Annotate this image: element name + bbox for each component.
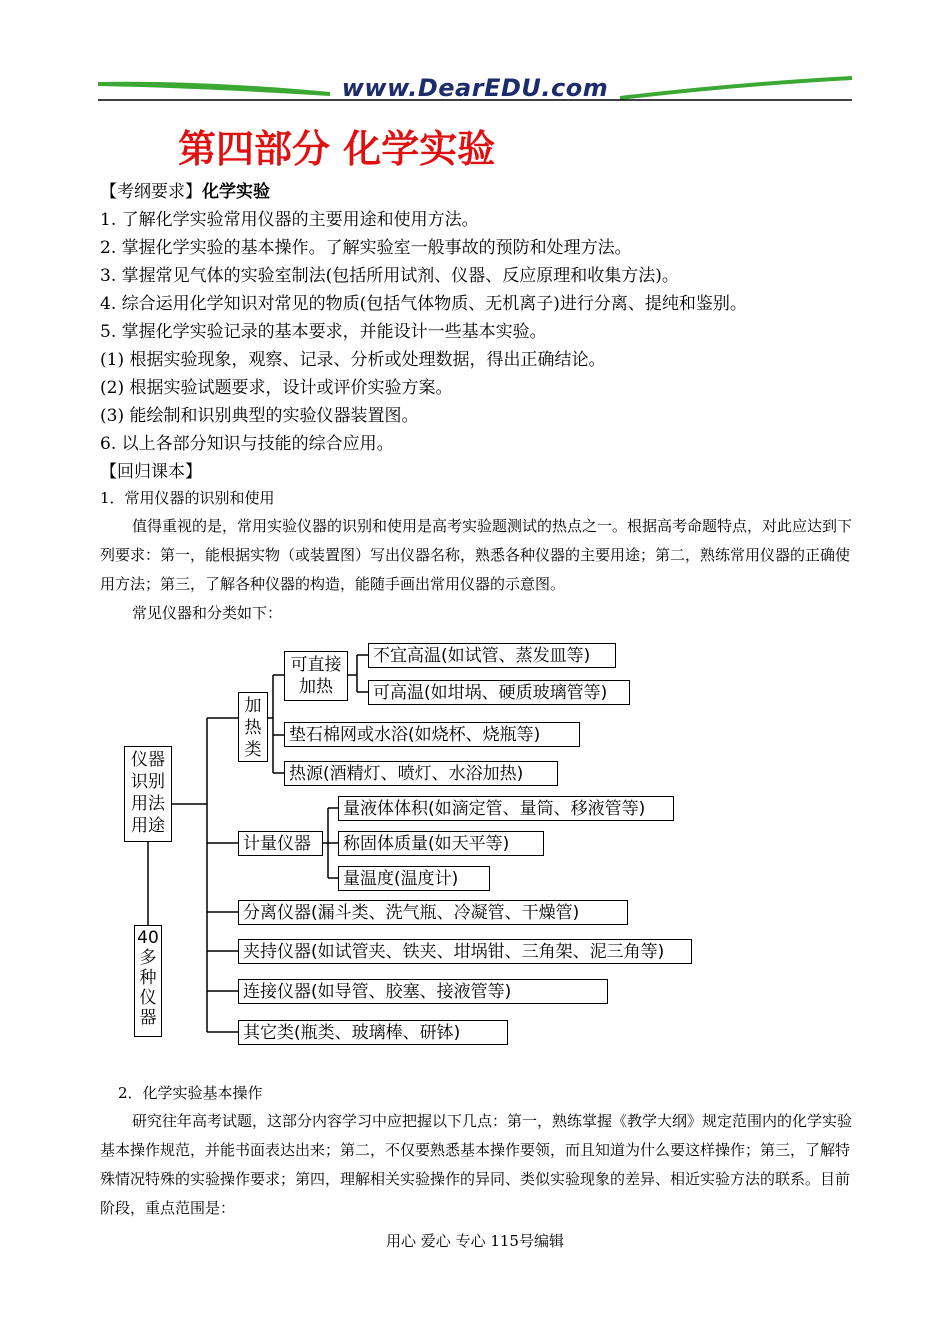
- diagram-heating-box: 加热类: [238, 692, 268, 762]
- diagram-holding-box: 夹持仪器(如试管夹、铁夹、坩埚钳、三角架、泥三角等): [238, 939, 692, 964]
- site-url: www.DearEDU.com: [341, 74, 609, 102]
- section-title: 2．化学实验基本操作: [118, 1084, 263, 1102]
- diagram-temp-box: 量温度(温度计): [338, 866, 490, 891]
- syllabus-item: 6. 以上各部分知识与技能的综合应用。: [100, 434, 394, 454]
- diagram-measuring-box: 计量仪器: [238, 831, 323, 856]
- page-title: 第四部分 化学实验: [178, 126, 496, 171]
- section-title: 1．常用仪器的识别和使用: [100, 489, 275, 507]
- syllabus-item: 2. 掌握化学实验的基本操作。了解实验室一般事故的预防和处理方法。: [100, 238, 632, 258]
- diagram-count-box: 40多种仪器: [134, 925, 162, 1037]
- section-paragraph: 研究往年高考试题，这部分内容学习中应把握以下几点：第一，熟练掌握《教学大纲》规定范围内的化学实验基本操作规范，并能书面表达出来；第二，不仅要熟悉基本操作要领，而且知道为什么要这样操作；第三，了解特殊情况特殊的实验操作要求；第四，理解相关实验操作的异同、类似实验现象的差异、相近实验方法的联系。目前阶段，重点范围是：: [100, 1112, 853, 1217]
- diagram-asbestos-box: 垫石棉网或水浴(如烧杯、烧瓶等): [284, 722, 580, 747]
- diagram-direct-heat-box: 可直接加热: [284, 651, 348, 701]
- syllabus-heading-bold: 化学实验: [202, 182, 270, 202]
- syllabus-heading-prefix: 【考纲要求】: [100, 182, 202, 202]
- diagram-no-high-temp-box: 不宜高温(如试管、蒸发皿等): [368, 643, 616, 668]
- syllabus-item: 5. 掌握化学实验记录的基本要求，并能设计一些基本实验。: [100, 322, 547, 342]
- diagram-mass-box: 称固体质量(如天平等): [338, 831, 544, 856]
- review-heading: 【回归课本】: [100, 462, 202, 482]
- syllabus-item: 1. 了解化学实验常用仪器的主要用途和使用方法。: [100, 210, 479, 230]
- syllabus-item: (2) 根据实验试题要求，设计或评价实验方案。: [100, 378, 453, 398]
- page-footer: 用心 爱心 专心 115号编辑: [386, 1232, 564, 1250]
- diagram-others-box: 其它类(瓶类、玻璃棒、研钵): [238, 1020, 508, 1045]
- section-paragraph: 值得重视的是，常用实验仪器的识别和使用是高考实验题测试的热点之一。根据高考命题特点，对此应达到下列要求：第一，能根据实物（或装置图）写出仪器名称，熟悉各种仪器的主要用途；第二，熟练常用仪器的正确使用方法；第三，了解各种仪器的构造，能随手画出常用仪器的示意图。: [100, 517, 853, 593]
- diagram-volume-box: 量液体体积(如滴定管、量筒、移液管等): [338, 796, 674, 821]
- syllabus-item: 3. 掌握常见气体的实验室制法(包括所用试剂、仪器、反应原理和收集方法)。: [100, 266, 679, 286]
- syllabus-item: (1) 根据实验现象，观察、记录、分析或处理数据，得出正确结论。: [100, 350, 606, 370]
- syllabus-item: (3) 能绘制和识别典型的实验仪器装置图。: [100, 406, 419, 426]
- diagram-root-box: 仪器识别用法用途: [124, 746, 172, 842]
- syllabus-heading: [100, 177, 270, 202]
- diagram-heat-source-box: 热源(酒精灯、喷灯、水浴加热): [284, 761, 558, 786]
- syllabus-item: 4. 综合运用化学知识对常见的物质(包括气体物质、无机离子)进行分离、提纯和鉴别。: [100, 294, 747, 314]
- site-banner: [0, 70, 950, 110]
- diagram-separation-box: 分离仪器(漏斗类、洗气瓶、冷凝管、干燥管): [238, 900, 628, 925]
- diagram-high-temp-box: 可高温(如坩埚、硬质玻璃管等): [368, 680, 630, 705]
- section-intro: 常见仪器和分类如下：: [132, 604, 283, 622]
- diagram-connecting-box: 连接仪器(如导管、胶塞、接液管等): [238, 979, 608, 1004]
